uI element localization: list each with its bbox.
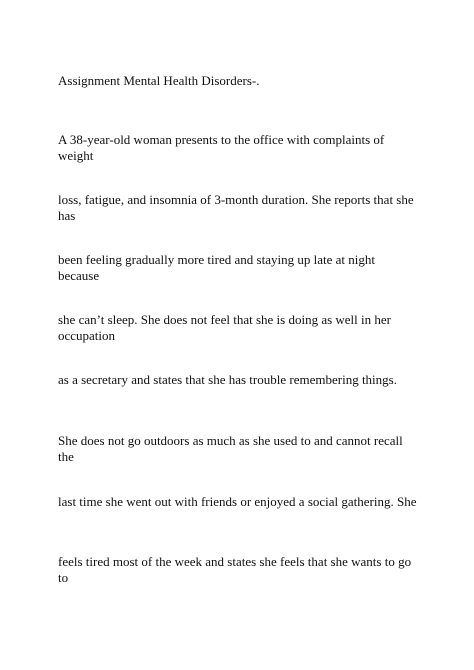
- text-line: been feeling gradually more tired and staying up late at night because: [58, 252, 375, 283]
- text-line: loss, fatigue, and insomnia of 3-month duration. She reports that she has: [58, 192, 414, 223]
- text-line: A 38-year-old woman presents to the office with complaints of weight: [58, 132, 385, 163]
- text-line: She does not go outdoors as much as she used to and cannot recall the: [58, 433, 403, 464]
- text-line: she can’t sleep. She does not feel that she is doing as well in her occupation: [58, 312, 391, 343]
- text-line: as a secretary and states that she has trouble remembering things.: [58, 372, 397, 387]
- document-title: Assignment Mental Health Disorders-.: [58, 73, 260, 88]
- text-line: feels tired most of the week and states she feels that she wants to go to: [58, 554, 412, 585]
- text-line: last time she went out with friends or enjoyed a social gathering. She: [58, 494, 417, 509]
